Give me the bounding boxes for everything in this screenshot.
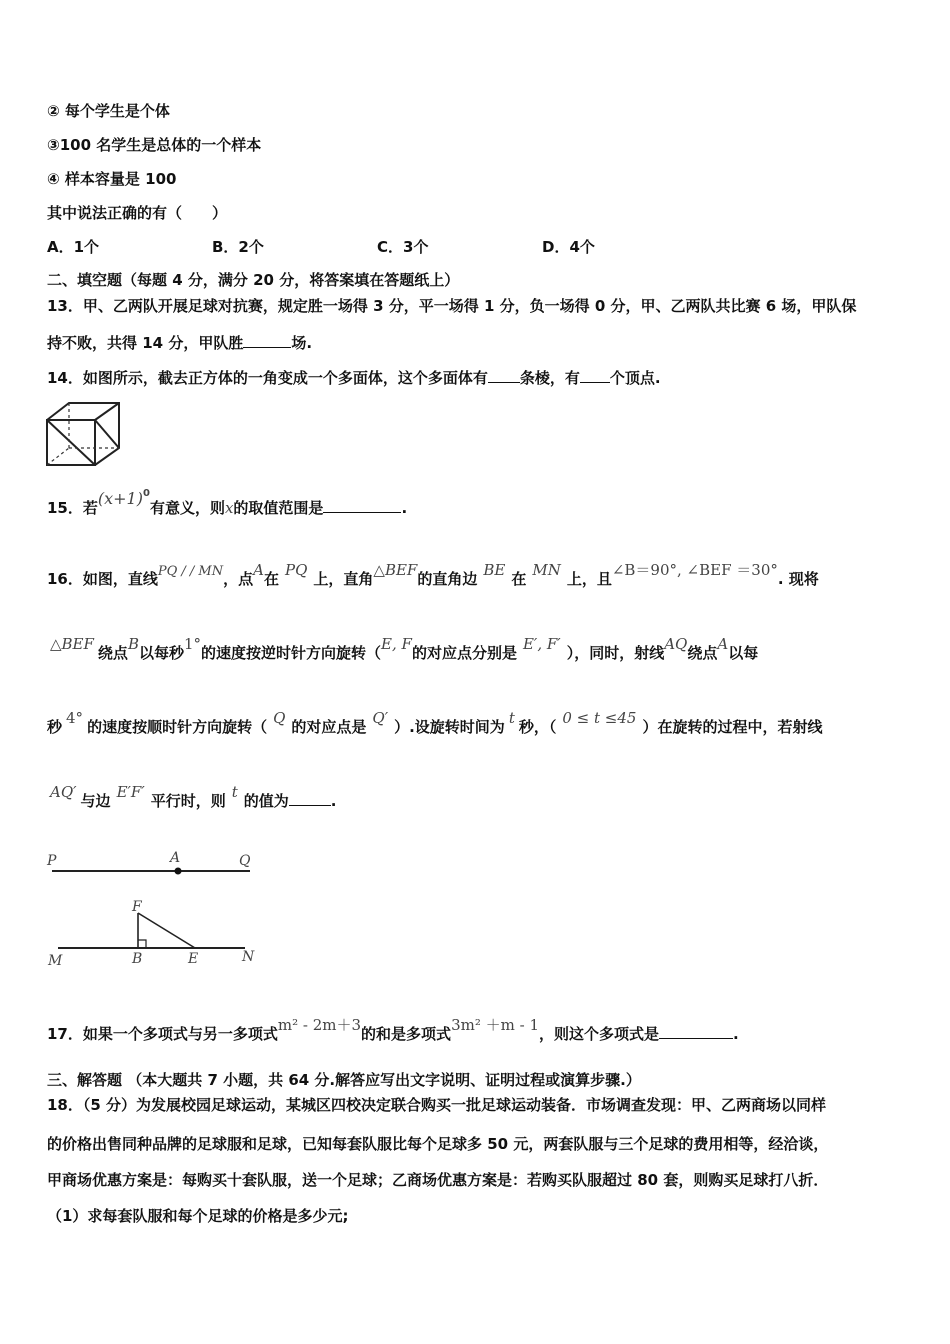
q16-t: t — [231, 783, 238, 801]
q16-triangle-bef: △BEF — [373, 561, 418, 579]
q16-q-prime: Q′ — [372, 709, 389, 727]
q16-text: 的速度按逆时针方向旋转（ — [201, 644, 382, 662]
statement-4: ④ 样本容量是 100 — [47, 170, 177, 188]
q16-angles: ∠B＝90°, ∠BEF ＝30° — [611, 561, 778, 579]
q16-text: 秒 — [47, 718, 63, 736]
section-3-heading: 三、解答题 （本大题共 7 小题，共 64 分.解答应写出文字说明、证明过程或演算步骤.） — [47, 1071, 641, 1089]
question-prompt: 其中说法正确的有（ ） — [47, 204, 228, 222]
label-a: A — [170, 850, 181, 866]
statement-3: ③100 名学生是总体的一个样本 — [47, 136, 262, 154]
q18-line2: 的价格出售同种品牌的足球服和足球，已知每套队服比每个足球多 50 元，两套队服与三个足球的费用相等，经洽谈， — [47, 1135, 829, 1153]
q16-q: Q — [273, 709, 286, 727]
q17-line — [47, 1016, 739, 1044]
q16-pq-parallel-mn: PQ / / MN — [157, 564, 224, 579]
right-angle-mark — [138, 940, 146, 948]
q16-text-end: . — [330, 792, 337, 810]
q16-text: 在 — [511, 570, 527, 588]
q16-line4 — [50, 783, 337, 811]
q16-aq-prime: AQ′ — [50, 783, 77, 801]
q16-blank[interactable] — [289, 791, 331, 806]
q16-text: 上，且 — [566, 570, 612, 588]
statement-2: ② 每个学生是个体 — [47, 102, 170, 120]
q17-text: 的和是多项式 — [361, 1025, 452, 1043]
answer-options — [47, 237, 747, 257]
q13-text-end: 场. — [291, 334, 313, 352]
q15-expr: (x+1) — [97, 489, 143, 508]
q14-text-end: 个顶点. — [609, 369, 661, 387]
q16-line1 — [47, 561, 819, 591]
q16-text: ），同时，射线 — [566, 644, 665, 662]
point-a-dot — [175, 868, 182, 875]
q16-text: 平行时，则 — [150, 792, 226, 810]
q16-point-a: A — [253, 561, 264, 579]
label-e: E — [188, 951, 199, 967]
q16-mn: MN — [532, 561, 561, 579]
q16-t-range: 0 ≤ t ≤45 — [562, 709, 637, 727]
q16-text: 秒，（ — [518, 718, 557, 736]
q16-text: 以每 — [728, 644, 759, 662]
q16-text: 绕点 — [687, 644, 718, 662]
option-c[interactable]: C．3个 — [377, 238, 429, 256]
q13-line2 — [47, 333, 312, 353]
section-2-heading: 二、填空题（每题 4 分，满分 20 分，将答案填在答题纸上） — [47, 271, 460, 289]
q16-text: 的值为 — [243, 792, 289, 810]
q14-text-mid: 条棱，有 — [519, 369, 580, 387]
cube-hidden-edge — [47, 448, 69, 465]
q16-text: 绕点 — [97, 644, 128, 662]
label-p: P — [47, 853, 57, 869]
q15-text-3: 的取值范围是 — [233, 499, 324, 517]
q17-text: ，则这个多项式是 — [538, 1025, 659, 1043]
q17-text-end: . — [733, 1025, 739, 1043]
q16-text: 的速度按顺时针方向旋转（ — [87, 718, 268, 736]
label-f: F — [132, 899, 142, 915]
q16-text: 的直角边 — [417, 570, 478, 588]
q18-line1: 18．（5 分）为发展校园足球运动，某城区四校决定联合购买一批足球运动装备．市场调查发现：甲、乙两商场以同样 — [47, 1096, 827, 1114]
q16-aq: AQ — [664, 635, 688, 653]
q18-line3: 甲商场优惠方案是：每购买十套队服，送一个足球；乙商场优惠方案是：若购买队服超过 80 套，则购买足球打八折． — [47, 1171, 829, 1189]
option-b[interactable]: B．2个 — [212, 238, 264, 256]
q14-text: 14．如图所示，截去正方体的一角变成一个多面体，这个多面体有 — [47, 369, 488, 387]
q16-four-degree: 4° — [66, 709, 84, 727]
q15-exp: 0 — [142, 488, 150, 499]
q16-one-degree: 1° — [183, 635, 202, 653]
label-n: N — [242, 949, 255, 965]
q15-text-end: . — [401, 499, 408, 517]
q13-line1: 13．甲、乙两队开展足球对抗赛，规定胜一场得 3 分，平一场得 1 分，负一场得 0 分，甲、乙两队共比赛 6 场，甲队保 — [47, 297, 857, 315]
q14-line — [47, 368, 661, 388]
q15-var: x — [224, 499, 234, 517]
q17-poly-1: m² - 2m＋3 — [277, 1016, 362, 1034]
q16-text: 16．如图，直线 — [47, 570, 158, 588]
q16-e-prime-f-prime-edge: E′F′ — [116, 783, 145, 801]
q16-be: BE — [483, 561, 506, 579]
q13-blank[interactable] — [243, 333, 291, 348]
q16-text: 的对应点是 — [291, 718, 367, 736]
q16-point-b: B — [127, 635, 139, 653]
q13-text: 持不败，共得 14 分，甲队胜 — [47, 334, 244, 352]
q16-text: . 现将 — [777, 570, 819, 588]
q16-text: 上，直角 — [313, 570, 374, 588]
q16-text: 在 — [263, 570, 279, 588]
option-d[interactable]: D．4个 — [542, 238, 595, 256]
q16-point-a: A — [717, 635, 729, 653]
q16-triangle-bef: △BEF — [50, 635, 94, 653]
cube-figure — [45, 400, 125, 468]
q14-blank-vertices[interactable] — [580, 368, 610, 383]
q15-text-2: 有意义，则 — [149, 499, 225, 517]
q15-line — [47, 488, 408, 521]
q16-ef: E, F — [381, 635, 412, 653]
q17-text: 17．如果一个多项式与另一多项式 — [47, 1025, 278, 1043]
label-m: M — [48, 953, 63, 969]
q17-blank[interactable] — [659, 1024, 733, 1039]
q15-text: 15．若 — [47, 499, 98, 517]
q16-text: ，点 — [223, 570, 254, 588]
label-b: B — [132, 951, 143, 967]
q16-pq: PQ — [285, 561, 308, 579]
q15-blank[interactable] — [323, 498, 401, 513]
label-q: Q — [239, 853, 251, 869]
q16-text: ）.设旋转时间为 — [394, 718, 505, 736]
q16-text: 的对应点分别是 — [411, 644, 517, 662]
q16-e-prime-f-prime: E′, F′ — [522, 635, 561, 653]
q16-line3 — [47, 709, 823, 737]
q16-figure — [40, 845, 270, 970]
option-a[interactable]: A．1个 — [47, 238, 100, 256]
q16-line2 — [50, 635, 759, 663]
q16-t: t — [508, 709, 515, 727]
q14-blank-edges[interactable] — [488, 368, 520, 383]
q16-text: ）在旋转的过程中，若射线 — [642, 718, 823, 736]
q16-text: 以每秒 — [138, 644, 184, 662]
q16-text: 与边 — [80, 792, 111, 810]
q17-poly-2: 3m² ＋m - 1 — [451, 1016, 539, 1034]
q18-line4: （1）求每套队服和每个足球的价格是多少元; — [47, 1207, 349, 1225]
